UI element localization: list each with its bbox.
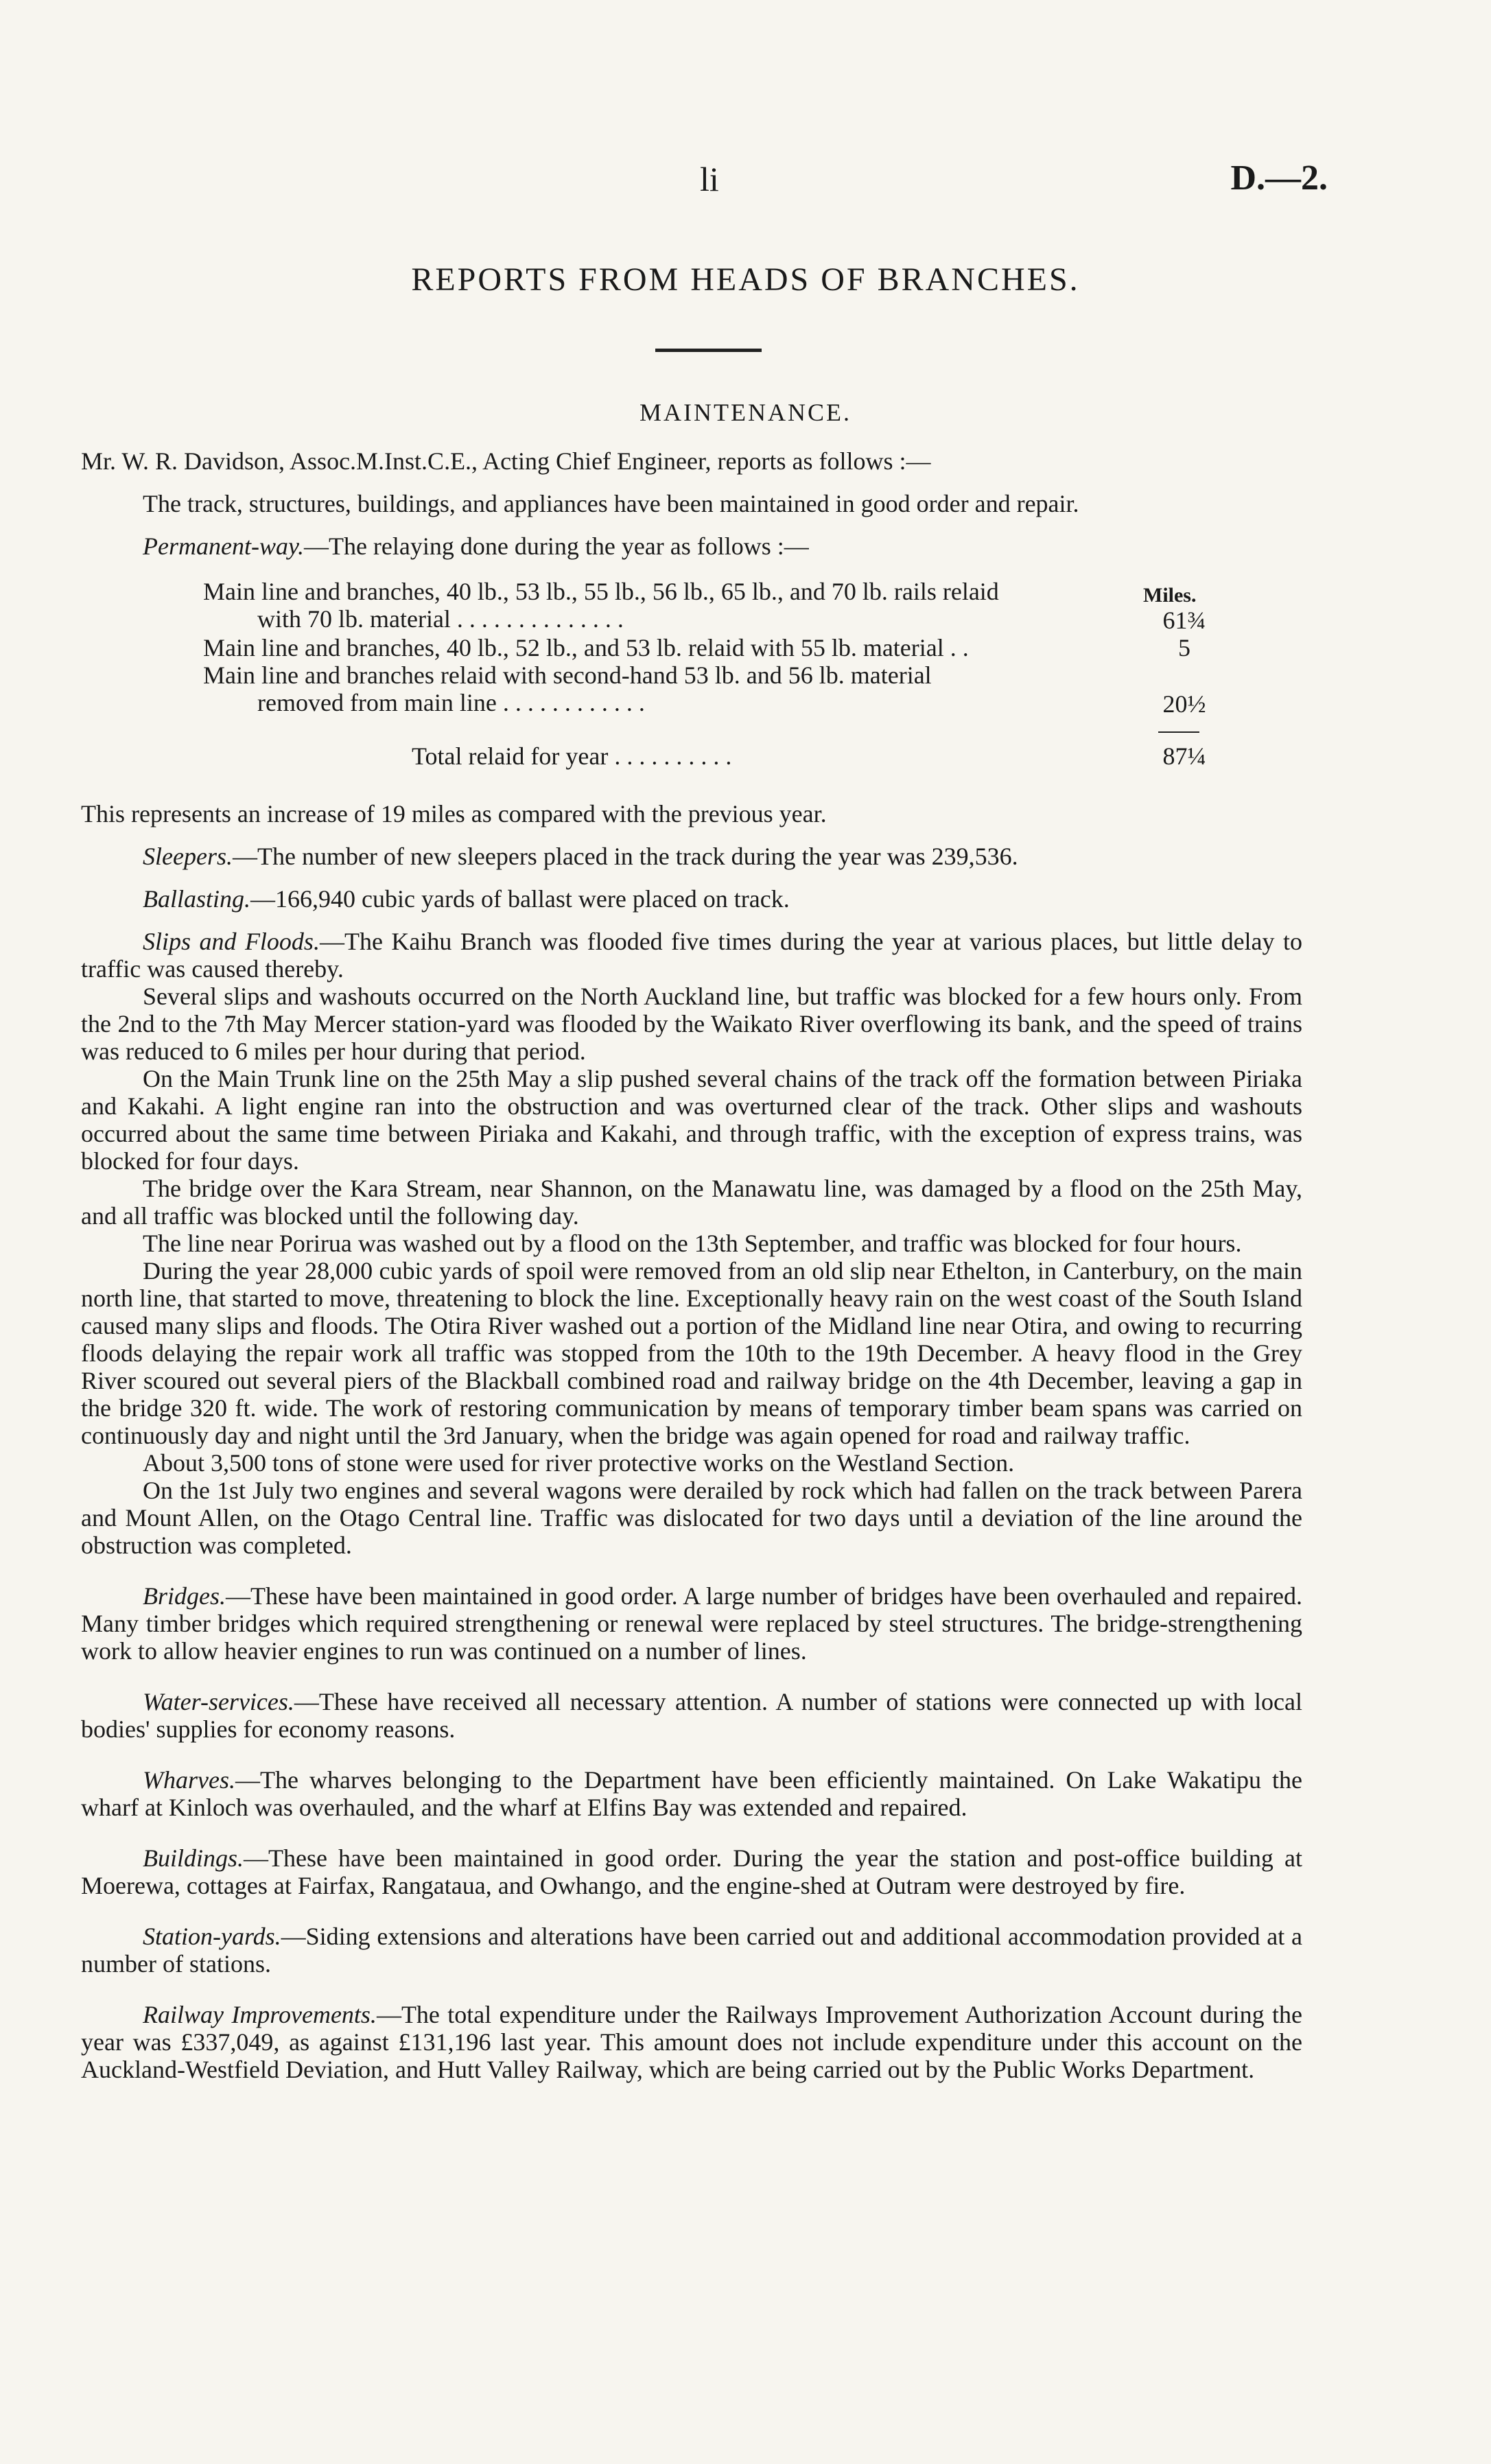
bridges-heading: Bridges. bbox=[143, 1582, 226, 1610]
intro-block bbox=[81, 447, 1302, 560]
permanent-way-intro bbox=[81, 532, 1302, 560]
relay-row-2-value: 5 bbox=[1178, 634, 1190, 661]
relay-row-3-value: 20½ bbox=[1162, 690, 1206, 718]
station-yards-text: —Siding extensions and alterations have been carried out and additional accommodation provided at a number of stations. bbox=[81, 1923, 1302, 1978]
station-yards-paragraph bbox=[81, 1923, 1302, 1978]
ballasting-paragraph bbox=[81, 885, 1302, 913]
station-yards-heading: Station-yards. bbox=[143, 1923, 281, 1950]
water-services-paragraph bbox=[81, 1688, 1302, 1743]
wharves-heading: Wharves. bbox=[143, 1766, 235, 1794]
page-number: li bbox=[700, 160, 719, 198]
section-heading: MAINTENANCE. bbox=[639, 399, 852, 426]
reporter-intro: Mr. W. R. Davidson, Assoc.M.Inst.C.E., Acting Chief Engineer, reports as follows :— bbox=[81, 447, 931, 475]
slips-text: —The Kaihu Branch was flooded five times during the year at various places, but little delay to traffic was caused thereby. bbox=[81, 928, 1302, 983]
water-services-text: —These have received all necessary attention. A number of stations were connected up with local bodies' supplies for economy reasons. bbox=[81, 1688, 1302, 1743]
ballasting-heading: Ballasting. bbox=[143, 885, 251, 913]
railway-improvements-text: —The total expenditure under the Railways Improvement Authorization Account during the year was £337,049, as against £131,196 last year. This amount does not include expenditure under this account on the Auckland-Westfield Deviation, and Hutt Valley Railway, which are being carried out by the Public Works Department. bbox=[81, 2001, 1303, 2083]
relay-row-3-line1: Main line and branches relaid with second-hand 53 lb. and 56 lb. material bbox=[203, 661, 932, 689]
total-rule bbox=[1158, 731, 1199, 733]
sleepers-paragraph bbox=[81, 843, 1302, 870]
document-reference: D.—2. bbox=[1230, 159, 1328, 198]
relay-row-1-line1: Main line and branches, 40 lb., 53 lb., 55 lb., 56 lb., 65 lb., and 70 lb. rails relaid bbox=[203, 578, 999, 605]
slips-paragraph-6: During the year 28,000 cubic yards of spoil were removed from an old slip near Ethelton, in Canterbury, on the main north line, that started to move, threatening to block the line. Exceptionally heavy rain on the west coast of the South Island caused many slips and floods. The Otira River washed out a portion of the Midland line near Otira, and owing to recurring floods delaying the repair work all traffic was stopped from the 10th to the 19th December. A heavy flood in the Grey River scoured out several piers of the Blackball combined road and railway bridge on the 4th December, leaving a gap in the bridge 320 ft. wide. The work of restoring communication by means of temporary timber beam spans was carried on continuously day and night until the 3rd January, when the bridge was again opened for road and railway traffic. bbox=[81, 1257, 1302, 1449]
slips-paragraph bbox=[81, 928, 1302, 983]
relay-row-3-line2: removed from main line . . . . . . . . . . . . bbox=[257, 689, 645, 716]
buildings-text: —These have been maintained in good order. During the year the station and post-office building at Moerewa, cottages at Fairfax, Rangataua, and Owhango, and the engine-shed at Outram were destroyed by fire. bbox=[81, 1844, 1302, 1899]
bridges-paragraph bbox=[81, 1582, 1302, 1665]
total-value: 87¼ bbox=[1162, 742, 1206, 770]
slips-paragraph-2: Several slips and washouts occurred on the North Auckland line, but traffic was blocked for a few hours only. From the 2nd to the 7th May Mercer station-yard was flooded by the Waikato River overflowing its bank, and the speed of trains was reduced to 6 miles per hour during that period. bbox=[81, 983, 1302, 1065]
general-paragraph: The track, structures, buildings, and appliances have been maintained in good order and repair. bbox=[143, 490, 1079, 517]
railway-improvements-heading: Railway Improvements. bbox=[143, 2001, 377, 2028]
wharves-paragraph bbox=[81, 1766, 1302, 1821]
railway-improvements-paragraph bbox=[81, 2001, 1302, 2083]
slips-paragraph-3: On the Main Trunk line on the 25th May a slip pushed several chains of the track off the formation between Piriaka and Kakahi. A light engine ran into the obstruction and was overturned clear of the track. Other slips and washouts occurred about the same time between Piriaka and Kakahi, and through traffic, with the exception of express trains, was blocked for four days. bbox=[81, 1065, 1302, 1175]
bridges-text: —These have been maintained in good order. A large number of bridges have been overhauled and repaired. Many timber bridges which required strengthening or renewal were replaced by steel structures. The bridge-strengthening work to allow heavier engines to run was continued on a number of lines. bbox=[81, 1582, 1302, 1665]
slips-paragraph-4: The bridge over the Kara Stream, near Shannon, on the Manawatu line, was damaged by a flood on the 25th May, and all traffic was blocked until the following day. bbox=[81, 1175, 1302, 1230]
relay-row-2-line1: Main line and branches, 40 lb., 52 lb., and 53 lb. relaid with 55 lb. material . . bbox=[203, 634, 969, 661]
increase-paragraph: This represents an increase of 19 miles as compared with the previous year. bbox=[81, 800, 827, 828]
permanent-way-text: —The relaying done during the year as follows :— bbox=[303, 532, 809, 560]
title-rule bbox=[655, 349, 762, 352]
buildings-paragraph bbox=[81, 1844, 1302, 1899]
miles-unit-header: Miles. bbox=[1143, 584, 1197, 607]
buildings-heading: Buildings. bbox=[143, 1844, 244, 1872]
total-label: Total relaid for year . . . . . . . . . . bbox=[412, 742, 732, 770]
water-services-heading: Water-services. bbox=[143, 1688, 294, 1715]
permanent-way-heading: Permanent-way. bbox=[143, 532, 304, 560]
slips-paragraph-5: The line near Porirua was washed out by a flood on the 13th September, and traffic was blocked for four hours. bbox=[143, 1230, 1242, 1257]
slips-paragraph-7: About 3,500 tons of stone were used for river protective works on the Westland Section. bbox=[143, 1449, 1015, 1477]
slips-paragraph-8: On the 1st July two engines and several wagons were derailed by rock which had fallen on the track between Parera and Mount Allen, on the Otago Central line. Traffic was dislocated for two days until a deviation of the line around the obstruction was completed. bbox=[81, 1477, 1302, 1559]
ballasting-text: —166,940 cubic yards of ballast were placed on track. bbox=[250, 885, 790, 913]
main-body bbox=[81, 800, 1302, 2083]
sleepers-text: —The number of new sleepers placed in the track during the year was 239,536. bbox=[232, 843, 1018, 870]
relay-row-1-value: 61¾ bbox=[1162, 607, 1206, 634]
wharves-text: —The wharves belonging to the Department have been efficiently maintained. On Lake Wakatipu the wharf at Kinloch was overhauled, and the wharf at Elfins Bay was extended and repaired. bbox=[81, 1766, 1302, 1821]
relay-row-1-line2: with 70 lb. material . . . . . . . . . . . . . . bbox=[257, 605, 624, 633]
slips-heading: Slips and Floods. bbox=[143, 928, 320, 955]
sleepers-heading: Sleepers. bbox=[143, 843, 233, 870]
page-title: REPORTS FROM HEADS OF BRANCHES. bbox=[411, 261, 1080, 298]
